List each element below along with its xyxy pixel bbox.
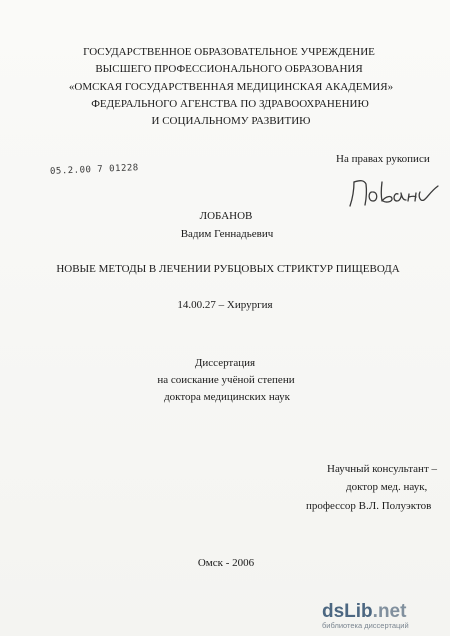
institution-line-5: И СОЦИАЛЬНОМУ РАЗВИТИЮ	[151, 115, 311, 127]
dslib-watermark[interactable]	[322, 602, 442, 630]
dslib-logo-main: dsLib	[322, 601, 373, 622]
thesis-title: НОВЫЕ МЕТОДЫ В ЛЕЧЕНИИ РУБЦОВЫХ СТРИКТУР ПИЩЕВОДА	[56, 263, 400, 275]
manuscript-rights: На правах рукописи	[336, 153, 430, 165]
degree-line-3: доктора медицинских наук	[164, 391, 290, 403]
institution-line-3: «ОМСКАЯ ГОСУДАРСТВЕННАЯ МЕДИЦИНСКАЯ АКАДЕМИЯ»	[68, 81, 394, 93]
dslib-logo	[322, 602, 406, 621]
dslib-caption: библиотека диссертаций	[322, 621, 409, 630]
consultant-line-3: профессор В.Л. Полуэктов	[306, 500, 432, 512]
consultant-line-1: Научный консультант –	[327, 463, 437, 475]
archive-stamp: 05.2.00 7 01228	[49, 163, 139, 177]
author-name: Вадим Геннадьевич	[180, 228, 274, 240]
specialty: 14.00.27 – Хирургия	[177, 299, 273, 311]
author-surname: ЛОБАНОВ	[199, 210, 253, 222]
institution-line-1: ГОСУДАРСТВЕННОЕ ОБРАЗОВАТЕЛЬНОЕ УЧРЕЖДЕНИЕ	[83, 46, 375, 58]
author-signature	[348, 168, 443, 213]
institution-line-2: ВЫСШЕГО ПРОФЕССИОНАЛЬНОГО ОБРАЗОВАНИЯ	[95, 63, 363, 75]
degree-line-1: Диссертация	[194, 357, 256, 369]
consultant-line-2: доктор мед. наук,	[346, 481, 428, 493]
degree-line-2: на соискание учёной степени	[157, 374, 295, 386]
city-year: Омск - 2006	[197, 557, 255, 569]
institution-line-4: ФЕДЕРАЛЬНОГО АГЕНСТВА ПО ЗДРАВООХРАНЕНИЮ	[91, 98, 369, 110]
dslib-logo-tld: .net	[372, 601, 407, 622]
